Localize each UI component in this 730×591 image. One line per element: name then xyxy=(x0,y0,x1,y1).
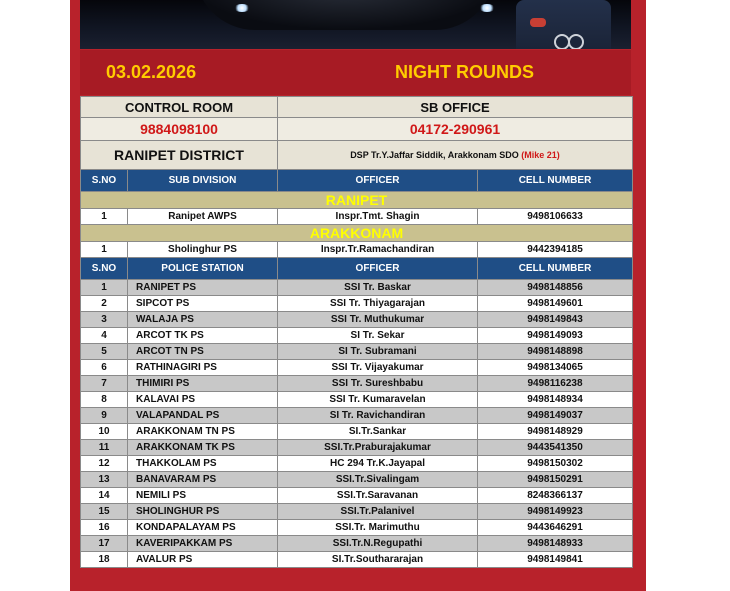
row-officer: SSI.Tr.Sivalingam xyxy=(278,472,478,488)
row-cell: 9498149601 xyxy=(478,296,633,312)
row-sno: 18 xyxy=(81,552,128,568)
col-cell-header: CELL NUMBER xyxy=(478,258,633,280)
row-station: VALAPANDAL PS xyxy=(128,408,278,424)
row-sno: 9 xyxy=(81,408,128,424)
row-cell: 9498150302 xyxy=(478,456,633,472)
row-sno: 1 xyxy=(81,209,128,225)
row-officer: SI.Tr.Southararajan xyxy=(278,552,478,568)
row-officer: SSI.Tr.Saravanan xyxy=(278,488,478,504)
col-officer-header: OFFICER xyxy=(278,170,478,192)
section-row xyxy=(81,242,633,258)
row-officer: HC 294 Tr.K.Jayapal xyxy=(278,456,478,472)
district-name: RANIPET DISTRICT xyxy=(81,141,278,170)
row-officer: SSI Tr. Vijayakumar xyxy=(278,360,478,376)
night-rounds-table xyxy=(80,96,633,568)
col-sno-header: S.NO xyxy=(81,258,128,280)
row-sno: 7 xyxy=(81,376,128,392)
dsp-call-sign: (Mike 21) xyxy=(521,150,560,160)
row-station: RANIPET PS xyxy=(128,280,278,296)
row-station: THIMIRI PS xyxy=(128,376,278,392)
contact-number-row xyxy=(81,118,633,141)
row-cell: 9498148929 xyxy=(478,424,633,440)
row-station: WALAJA PS xyxy=(128,312,278,328)
row-cell: 9498148856 xyxy=(478,280,633,296)
row-unit: Ranipet AWPS xyxy=(128,209,278,225)
station-row xyxy=(81,392,633,408)
row-sno: 16 xyxy=(81,520,128,536)
row-sno: 8 xyxy=(81,392,128,408)
row-cell: 9498148898 xyxy=(478,344,633,360)
row-cell: 9498134065 xyxy=(478,360,633,376)
row-officer: SSI.Tr.Praburajakumar xyxy=(278,440,478,456)
row-officer: SI Tr. Subramani xyxy=(278,344,478,360)
row-station: ARAKKONAM TK PS xyxy=(128,440,278,456)
row-cell: 9498149843 xyxy=(478,312,633,328)
row-cell: 9498149923 xyxy=(478,504,633,520)
station-row xyxy=(81,376,633,392)
row-officer: SSI Tr. Muthukumar xyxy=(278,312,478,328)
sb-office-number: 04172-290961 xyxy=(278,118,633,141)
section-name: ARAKKONAM xyxy=(81,225,633,242)
station-row xyxy=(81,488,633,504)
station-row xyxy=(81,408,633,424)
row-sno: 4 xyxy=(81,328,128,344)
title-bar xyxy=(80,50,631,95)
row-station: THAKKOLAM PS xyxy=(128,456,278,472)
row-station: AVALUR PS xyxy=(128,552,278,568)
station-row xyxy=(81,344,633,360)
row-cell: 9442394185 xyxy=(478,242,633,258)
section-header-row xyxy=(81,225,633,242)
header-photo xyxy=(80,0,631,49)
row-station: KALAVAI PS xyxy=(128,392,278,408)
row-station: ARAKKONAM TN PS xyxy=(128,424,278,440)
row-officer: SSI Tr. Baskar xyxy=(278,280,478,296)
district-row xyxy=(81,141,633,170)
col-sub-division-header: SUB DIVISION xyxy=(128,170,278,192)
row-station: ARCOT TK PS xyxy=(128,328,278,344)
col-cell-header: CELL NUMBER xyxy=(478,170,633,192)
division-header-row xyxy=(81,170,633,192)
row-station: RATHINAGIRI PS xyxy=(128,360,278,376)
row-sno: 6 xyxy=(81,360,128,376)
row-sno: 1 xyxy=(81,242,128,258)
row-officer: SSI Tr. Kumaravelan xyxy=(278,392,478,408)
row-cell: 9443646291 xyxy=(478,520,633,536)
section-row xyxy=(81,209,633,225)
row-sno: 17 xyxy=(81,536,128,552)
row-officer: SI.Tr.Sankar xyxy=(278,424,478,440)
station-row xyxy=(81,472,633,488)
station-row xyxy=(81,536,633,552)
station-row xyxy=(81,440,633,456)
dsp-cell xyxy=(278,141,633,170)
station-row xyxy=(81,520,633,536)
col-station-header: POLICE STATION xyxy=(128,258,278,280)
row-officer: Inspr.Tr.Ramachandiran xyxy=(278,242,478,258)
row-cell: 9498116238 xyxy=(478,376,633,392)
row-cell: 8248366137 xyxy=(478,488,633,504)
station-row xyxy=(81,280,633,296)
row-station: BANAVARAM PS xyxy=(128,472,278,488)
row-officer: SSI Tr. Sureshbabu xyxy=(278,376,478,392)
station-header-row xyxy=(81,258,633,280)
station-row xyxy=(81,504,633,520)
dsp-info: DSP Tr.Y.Jaffar Siddik, Arakkonam SDO xyxy=(350,150,519,160)
row-sno: 14 xyxy=(81,488,128,504)
row-officer: SI Tr. Sekar xyxy=(278,328,478,344)
control-room-label: CONTROL ROOM xyxy=(81,97,278,118)
row-station: SHOLINGHUR PS xyxy=(128,504,278,520)
row-officer: SSI Tr. Thiyagarajan xyxy=(278,296,478,312)
section-header-row xyxy=(81,192,633,209)
contact-label-row xyxy=(81,97,633,118)
headlight-left-icon xyxy=(234,4,250,12)
row-cell: 9498149093 xyxy=(478,328,633,344)
row-station: SIPCOT PS xyxy=(128,296,278,312)
badge-icon xyxy=(530,18,546,27)
row-officer: Inspr.Tmt. Shagin xyxy=(278,209,478,225)
row-sno: 13 xyxy=(81,472,128,488)
row-station: ARCOT TN PS xyxy=(128,344,278,360)
row-sno: 10 xyxy=(81,424,128,440)
row-officer: SSI.Tr. Marimuthu xyxy=(278,520,478,536)
station-row xyxy=(81,552,633,568)
col-sno-header: S.NO xyxy=(81,170,128,192)
row-sno: 5 xyxy=(81,344,128,360)
row-sno: 11 xyxy=(81,440,128,456)
row-sno: 3 xyxy=(81,312,128,328)
row-cell: 9443541350 xyxy=(478,440,633,456)
row-sno: 2 xyxy=(81,296,128,312)
row-officer: SSI.Tr.N.Regupathi xyxy=(278,536,478,552)
col-officer-header: OFFICER xyxy=(278,258,478,280)
row-station: NEMILI PS xyxy=(128,488,278,504)
headlight-right-icon xyxy=(479,4,495,12)
report-title: NIGHT ROUNDS xyxy=(395,62,534,82)
station-row xyxy=(81,312,633,328)
row-station: KONDAPALAYAM PS xyxy=(128,520,278,536)
row-cell: 9498149841 xyxy=(478,552,633,568)
row-sno: 12 xyxy=(81,456,128,472)
report-date: 03.02.2026 xyxy=(106,62,197,82)
handcuffs-icon-2 xyxy=(568,34,584,49)
row-cell: 9498150291 xyxy=(478,472,633,488)
station-row xyxy=(81,424,633,440)
row-officer: SSI.Tr.Palanivel xyxy=(278,504,478,520)
section-name: RANIPET xyxy=(81,192,633,209)
station-row xyxy=(81,456,633,472)
row-cell: 9498148934 xyxy=(478,392,633,408)
row-cell: 9498149037 xyxy=(478,408,633,424)
row-cell: 9498106633 xyxy=(478,209,633,225)
station-row xyxy=(81,360,633,376)
row-officer: SI Tr. Ravichandiran xyxy=(278,408,478,424)
row-sno: 1 xyxy=(81,280,128,296)
station-row xyxy=(81,328,633,344)
row-cell: 9498148933 xyxy=(478,536,633,552)
station-rows xyxy=(81,280,633,568)
row-station: KAVERIPAKKAM PS xyxy=(128,536,278,552)
row-unit: Sholinghur PS xyxy=(128,242,278,258)
sb-office-label: SB OFFICE xyxy=(278,97,633,118)
control-room-number: 9884098100 xyxy=(81,118,278,141)
station-row xyxy=(81,296,633,312)
row-sno: 15 xyxy=(81,504,128,520)
